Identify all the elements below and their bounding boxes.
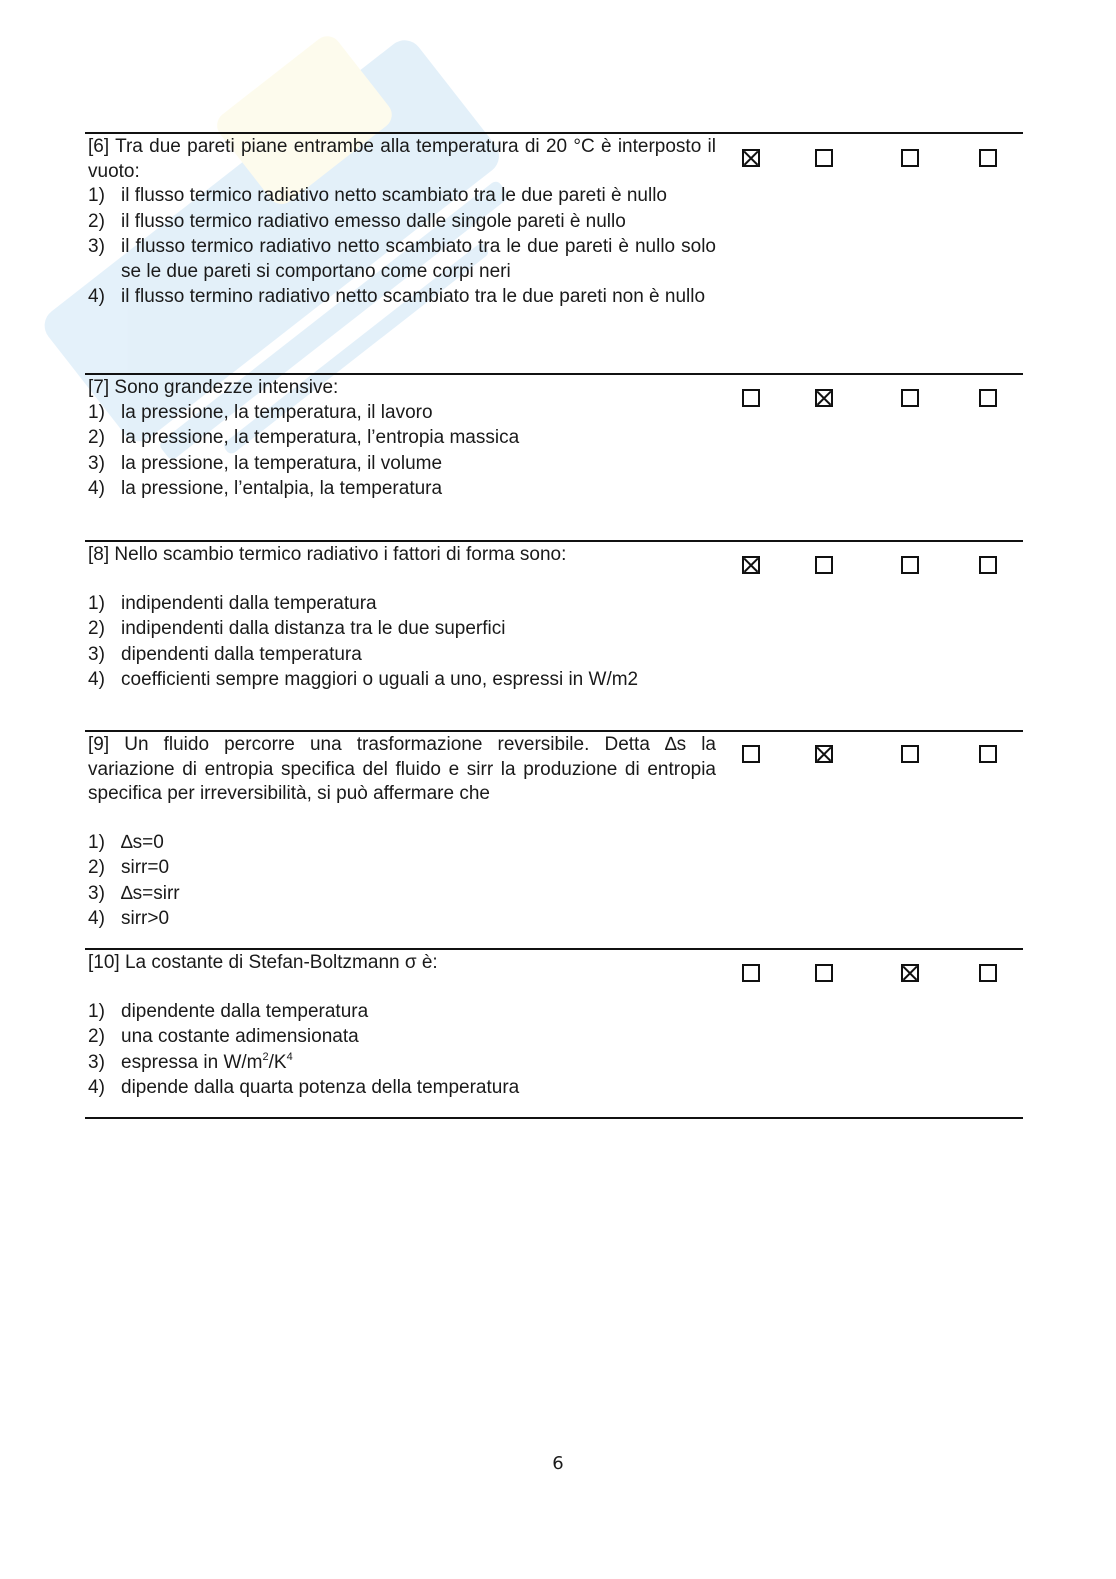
question-7 [85,373,1023,541]
answer-option: 1) ∆s=0 [88,831,164,853]
answer-option: 1) indipendenti dalla temperatura [88,592,377,614]
question-stem: [7] Sono grandezze intensive: [88,377,339,398]
answer-checkbox-4[interactable] [979,556,997,574]
answer-checkbox-2[interactable] [815,149,833,167]
answer-option: 2) una costante adimensionata [88,1026,359,1047]
answer-checkbox-3[interactable] [901,389,919,407]
answer-option: 2) il flusso termico radiativo emesso dalle singole pareti è nullo [88,210,626,232]
page-number: 6 [552,1453,564,1474]
answer-checkbox-3[interactable] [901,556,919,574]
answer-option: 4) la pressione, l’entalpia, la temperatura [88,478,443,499]
answer-checkbox-3[interactable] [901,149,919,167]
answer-checkbox-2[interactable] [815,745,833,763]
answer-checkbox-2[interactable] [815,556,833,574]
answer-option: 3) dipendenti dalla temperatura [88,643,362,665]
answer-checkbox-3[interactable] [901,745,919,763]
question-stem: [8] Nello scambio termico radiativo i fattori di forma sono: [88,544,567,565]
answer-option: 4) dipende dalla quarta potenza della temperatura [88,1077,520,1098]
question-10 [85,948,1023,1119]
answer-option: 2) la pressione, la temperatura, l’entropia massica [88,427,520,448]
answer-checkbox-1[interactable] [742,149,760,167]
answer-checkbox-4[interactable] [979,964,997,982]
question-stem: [10] La costante di Stefan-Boltzmann σ è: [88,952,438,973]
answer-option: 1) il flusso termico radiativo netto scambiato tra le due pareti è nullo [88,185,667,206]
answer-checkbox-4[interactable] [979,149,997,167]
question-stem: [6] Tra due pareti piane entrambe alla temperatura di 20 °C è interposto il vuoto: [88,136,716,182]
answer-option: 2) indipendenti dalla distanza tra le due superfici [88,618,506,639]
answer-option: 1) dipendente dalla temperatura [88,1000,369,1022]
answer-checkbox-4[interactable] [979,745,997,763]
answer-option: 4) sirr>0 [88,908,170,929]
question-9 [85,730,1023,949]
answer-checkbox-2[interactable] [815,389,833,407]
question-8 [85,540,1023,731]
answer-checkbox-2[interactable] [815,964,833,982]
answer-option: 3) espressa in $W/m^2/K^4$ [88,1050,293,1073]
answer-option: 3) la pressione, la temperatura, il volume [88,452,443,474]
answer-option: 3) ∆s=sirr [88,882,180,904]
answer-option: 1) la pressione, la temperatura, il lavoro [88,401,433,423]
answer-option: 2) sirr=0 [88,857,170,878]
answer-checkbox-1[interactable] [742,556,760,574]
question-6 [85,132,1023,374]
answer-checkbox-1[interactable] [742,745,760,763]
answer-checkbox-4[interactable] [979,389,997,407]
answer-checkbox-3[interactable] [901,964,919,982]
answer-checkbox-1[interactable] [742,389,760,407]
answer-option: 4) coefficienti sempre maggiori o uguali a uno, espressi in W/m2 [88,669,639,690]
answer-option: 4) il flusso termino radiativo netto scambiato tra le due pareti non è nullo [88,286,706,307]
answer-checkbox-1[interactable] [742,964,760,982]
question-stem: [9] Un fluido percorre una trasformazione reversibile. Detta ∆s la variazione di entropia specifica del fluido e sirr la produzione di entropia specifica per irreversibilità, si può affermare che [88,734,716,804]
answer-option: 3) il flusso termico radiativo netto scambiato tra le due pareti è nullo solo se le due pareti si comportano come corpi neri [88,236,716,282]
